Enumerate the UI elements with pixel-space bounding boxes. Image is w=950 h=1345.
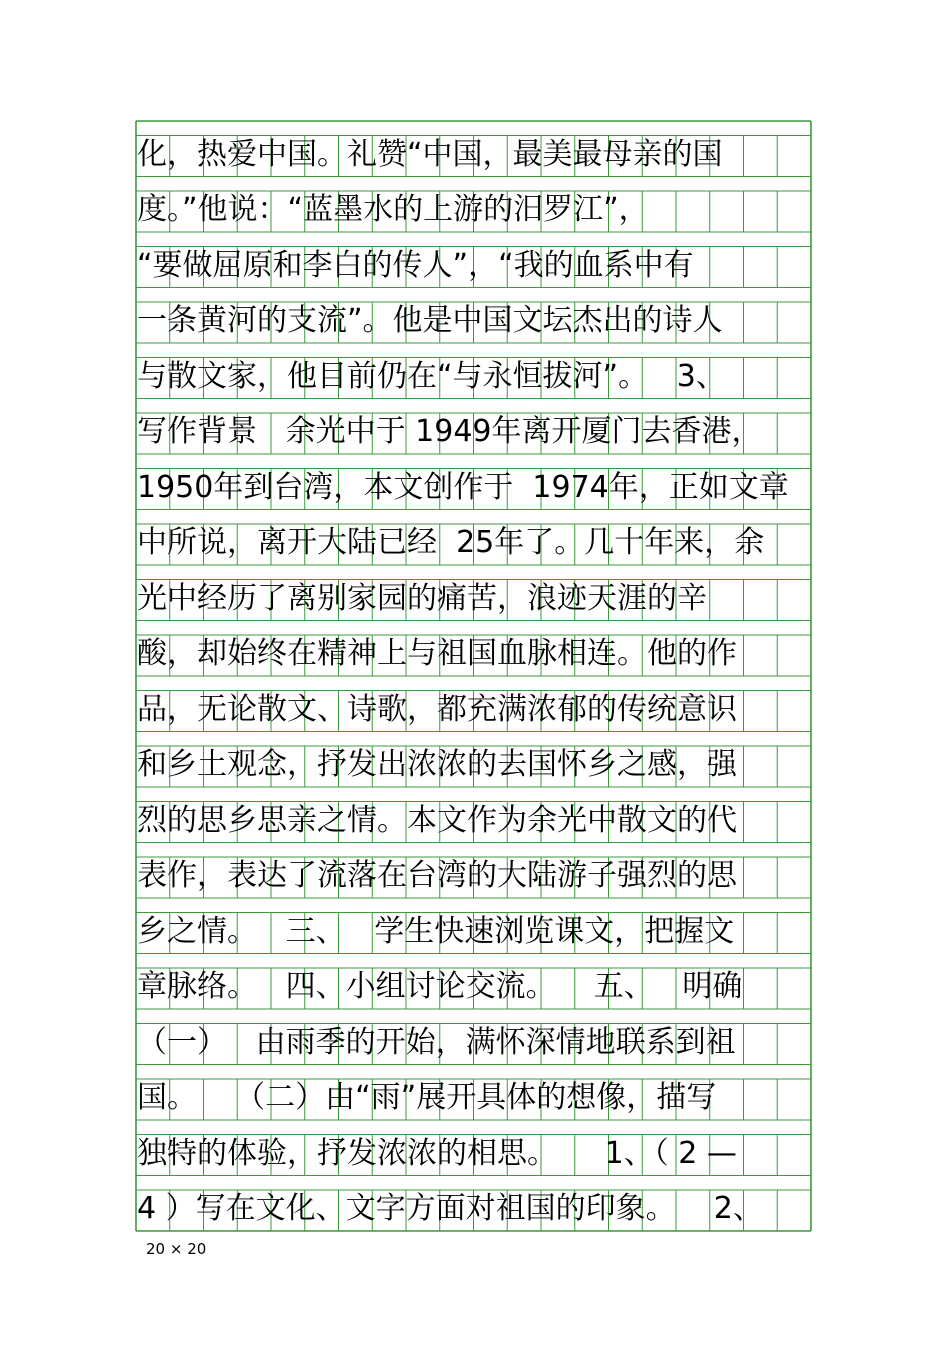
text-line-3: “要做屈原和李白的传人”，“我的血系中有: [137, 247, 694, 283]
text-line-1: 化，热爱中国。礼赞“中国，最美最母亲的国: [137, 136, 723, 172]
text-line-6: 写作背景 余光中于 1949年离开厦门去香港，: [137, 414, 762, 449]
text-line-13: 烈的思乡思亲之情。本文作为余光中散文的代: [137, 802, 737, 838]
grid-size-label: 20 × 20: [146, 1240, 207, 1258]
text-line-4: 一条黄河的支流”。他是中国文坛杰出的诗人: [137, 303, 723, 338]
text-line-5: 与散文家，他目前仍在“与永恒拔河”。 3、: [137, 358, 726, 394]
text-line-2: 度。”他说：“蓝墨水的上游的汨罗江”，: [137, 192, 649, 227]
text-line-15: 乡之情。 三、 学生快速浏览课文，把握文: [137, 913, 735, 949]
text-line-16: 章脉络。 四、小组讨论交流。 五、 明确: [137, 969, 743, 1004]
text-line-8: 中所说，离开大陆已经 25年了。几十年来，余: [137, 525, 765, 560]
text-line-9: 光中经历了离别家园的痛苦，浪迹天涯的辛: [137, 580, 707, 616]
text-line-7: 1950年到台湾，本文创作于 1974年，正如文章: [137, 469, 789, 505]
text-line-12: 和乡土观念，抒发出浓浓的去国怀乡之感，强: [137, 747, 737, 782]
text-line-11: 品，无论散文、诗歌，都充满浓郁的传统意识: [137, 691, 737, 727]
text-line-17: （一） 由雨季的开始，满怀深情地联系到祖: [137, 1024, 736, 1060]
text-line-18: 国。 （二）由“雨”展开具体的想像，描写: [137, 1080, 717, 1115]
text-line-20: 4 ）写在文化、文字方面对祖国的印象。 2、: [137, 1191, 763, 1226]
text-line-14: 表作，表达了流落在台湾的大陆游子强烈的思: [137, 858, 737, 893]
text-line-10: 酸，却始终在精神上与祖国血脉相连。他的作: [137, 636, 737, 671]
text-line-19: 独特的体验，抒发浓浓的相思。 1、（ 2 —: [137, 1135, 737, 1171]
